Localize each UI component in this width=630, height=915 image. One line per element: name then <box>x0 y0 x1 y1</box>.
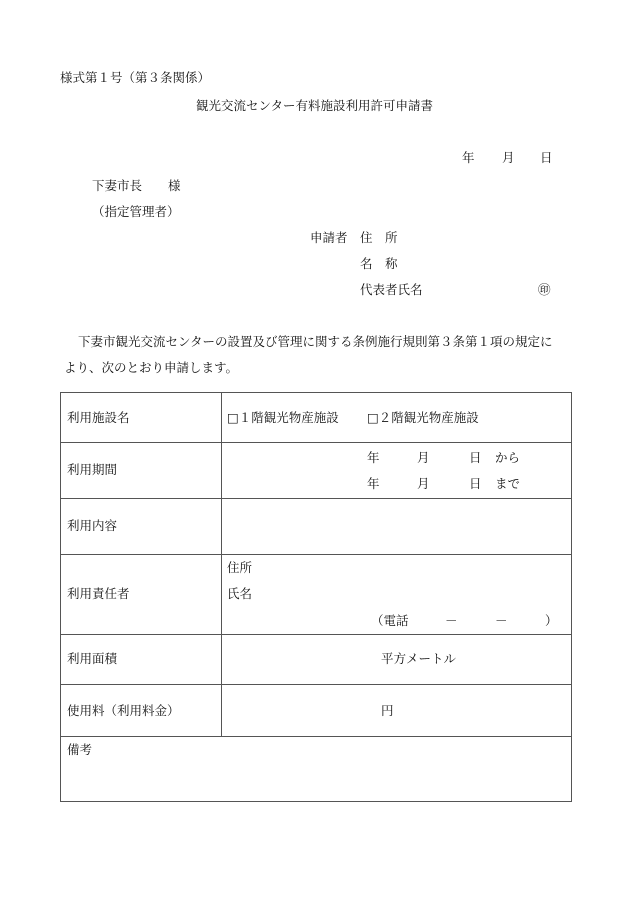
area-label: 利用面積 <box>67 651 118 666</box>
row-divider <box>61 554 571 555</box>
responsible-name-label: 氏名 <box>227 586 253 601</box>
period-to-year: 年 <box>367 476 380 491</box>
row-divider <box>61 634 571 635</box>
responsible-address-label: 住所 <box>227 560 253 575</box>
area-unit: 平方メートル <box>381 651 457 666</box>
facility-label: 利用施設名 <box>67 410 130 425</box>
responsible-label: 利用責任者 <box>67 586 130 601</box>
period-to-month: 月 <box>417 476 430 491</box>
remarks-label: 備考 <box>67 742 93 757</box>
date-year-label: 年 <box>462 150 475 165</box>
period-label: 利用期間 <box>67 462 118 477</box>
row-divider <box>61 498 571 499</box>
body-text-line1: 下妻市観光交流センターの設置及び管理に関する条例施行規則第３条第１項の規定に <box>78 334 553 349</box>
applicant-name-label: 名 称 <box>360 256 398 271</box>
row-divider <box>61 736 571 737</box>
applicant-address-label: 住 所 <box>360 230 398 245</box>
applicant-label: 申請者 <box>310 230 348 245</box>
fee-label: 使用料（利用料金） <box>67 703 180 718</box>
row-divider <box>61 442 571 443</box>
purpose-label: 利用内容 <box>67 518 118 533</box>
date-month-label: 月 <box>502 150 515 165</box>
fee-unit: 円 <box>381 703 394 718</box>
facility-option-2[interactable]: □２階観光物産施設 <box>367 410 479 425</box>
period-from-day: 日 <box>469 450 482 465</box>
document-title: 観光交流センター有料施設利用許可申請書 <box>196 98 434 113</box>
phone-close: ） <box>545 613 558 628</box>
applicant-representative-label: 代表者氏名 <box>360 282 423 297</box>
facility-option-1[interactable]: □１階観光物産施設 <box>227 410 339 425</box>
application-table <box>60 392 572 802</box>
seal-mark: ㊞ <box>538 282 551 297</box>
addressee-honorific: 様 <box>168 178 181 193</box>
addressee-name: 下妻市長 <box>92 178 143 193</box>
date-day-label: 日 <box>540 150 553 165</box>
period-from-text: から <box>495 450 521 465</box>
period-from-year: 年 <box>367 450 380 465</box>
form-number: 様式第１号（第３条関係） <box>60 70 211 85</box>
phone-dash-2: － <box>495 613 508 628</box>
period-to-day: 日 <box>469 476 482 491</box>
period-from-month: 月 <box>417 450 430 465</box>
body-text-line2: より、次のとおり申請します。 <box>64 360 239 375</box>
period-to-text: まで <box>495 476 521 491</box>
phone-open: （電話 <box>371 613 409 628</box>
phone-dash-1: － <box>445 613 458 628</box>
column-divider <box>221 393 222 736</box>
row-divider <box>61 684 571 685</box>
addressee-manager: （指定管理者） <box>92 204 180 219</box>
